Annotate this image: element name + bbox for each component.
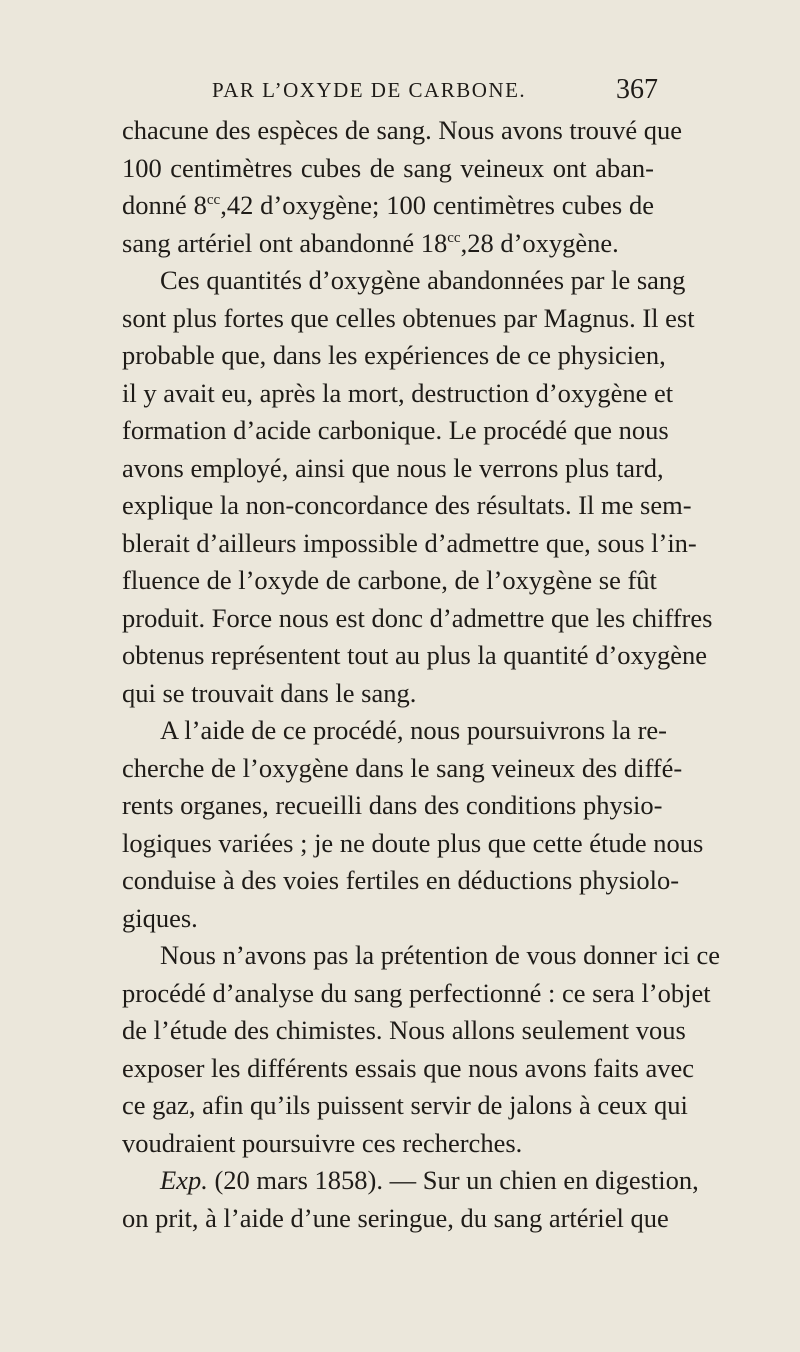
line-text: giques. [122, 902, 198, 933]
text-line [122, 937, 721, 975]
line-text: Nous n’avons pas la prétention de vous donner ici ce [160, 940, 721, 970]
text-line [122, 600, 713, 638]
line-text: 100 centimètres cubes de sang veineux ont aban- [122, 152, 654, 183]
text-line [122, 1162, 699, 1200]
text-line [122, 487, 692, 525]
text-line [122, 525, 697, 563]
text-line [122, 1125, 654, 1163]
line-text: obtenus représentent tout au plus la quantité d’oxygène [122, 640, 708, 670]
page-number: 367 [616, 74, 658, 105]
line-text: de l’étude des chimistes. Nous allons seulement vous [122, 1015, 686, 1045]
running-title: PAR L’OXYDE DE CARBONE. [212, 78, 527, 102]
line-text: ,42 d’oxygène; 100 centimètres cubes de [220, 190, 654, 220]
text-line [122, 787, 663, 825]
line-text: produit. Force nous est donc d’admettre que les chiffres [122, 602, 713, 633]
line-text: donné 8 [122, 190, 207, 220]
text-line [122, 712, 668, 750]
text-line [122, 337, 666, 375]
italic-text: Exp. [160, 1165, 208, 1195]
text-line [122, 975, 711, 1013]
line-text: avons employé, ainsi que nous le verrons plus tard, [122, 452, 664, 483]
line-text: voudraient poursuivre ces recherches. [122, 1127, 523, 1158]
line-text: logiques variées ; je ne doute plus que cette étude nous [122, 827, 704, 858]
line-text: fluence de l’oxyde de carbone, de l’oxygène se fût [122, 565, 657, 595]
text-line [122, 825, 704, 863]
text-line [122, 300, 695, 338]
text-line [122, 675, 654, 713]
line-text: A l’aide de ce procédé, nous poursuivrons la re- [160, 715, 668, 745]
line-text: ,28 d’oxygène. [460, 227, 619, 258]
line-text: rents organes, recueilli dans des conditions physio- [122, 790, 663, 820]
text-line [122, 450, 664, 488]
line-text: Ces quantités d’oxygène abandonnées par le sang [160, 265, 686, 295]
line-text: chacune des espèces de sang. Nous avons trouvé que [122, 115, 682, 145]
line-text: probable que, dans les expériences de ce physicien, [122, 340, 666, 370]
line-text: sont plus fortes que celles obtenues par Magnus. Il est [122, 302, 695, 333]
text-line [122, 150, 654, 188]
text-line [122, 1050, 695, 1088]
running-header [186, 72, 658, 112]
line-text: cherche de l’oxygène dans le sang veineux des diffé- [122, 752, 683, 783]
body-text [122, 112, 721, 1237]
text-line [122, 862, 680, 900]
line-text: blerait d’ailleurs impossible d’admettre que, sous l’in- [122, 527, 697, 558]
superscript: cc [447, 229, 461, 246]
text-line [122, 1200, 669, 1238]
text-line [122, 412, 669, 450]
text-line [122, 262, 686, 300]
text-line [122, 900, 654, 938]
line-text: conduise à des voies fertiles en déductions physiolo- [122, 865, 680, 895]
line-text: explique la non-concordance des résultats. Il me sem- [122, 490, 692, 520]
text-line [122, 562, 657, 600]
text-line [122, 375, 674, 413]
text-line [122, 750, 683, 788]
superscript: cc [206, 192, 221, 208]
text-line [122, 225, 654, 263]
text-line [122, 112, 682, 150]
line-text: procédé d’analyse du sang perfectionné : ce sera l’objet [122, 977, 711, 1008]
line-text: ce gaz, afin qu’ils puissent servir de jalons à ceux qui [122, 1090, 688, 1120]
text-line [122, 637, 708, 675]
line-text: (20 mars 1858). — Sur un chien en digestion, [207, 1165, 699, 1195]
text-line [122, 1087, 688, 1125]
line-text: on prit, à l’aide d’une seringue, du sang artériel que [122, 1202, 669, 1233]
line-text: sang artériel ont abandonné 18 [122, 227, 448, 258]
line-text: exposer les différents essais que nous avons faits avec [122, 1052, 695, 1083]
line-text: qui se trouvait dans le sang. [122, 677, 417, 708]
text-line [122, 187, 654, 225]
line-text: il y avait eu, après la mort, destruction d’oxygène et [122, 377, 674, 408]
line-text: formation d’acide carbonique. Le procédé que nous [122, 415, 669, 445]
text-line [122, 1012, 686, 1050]
